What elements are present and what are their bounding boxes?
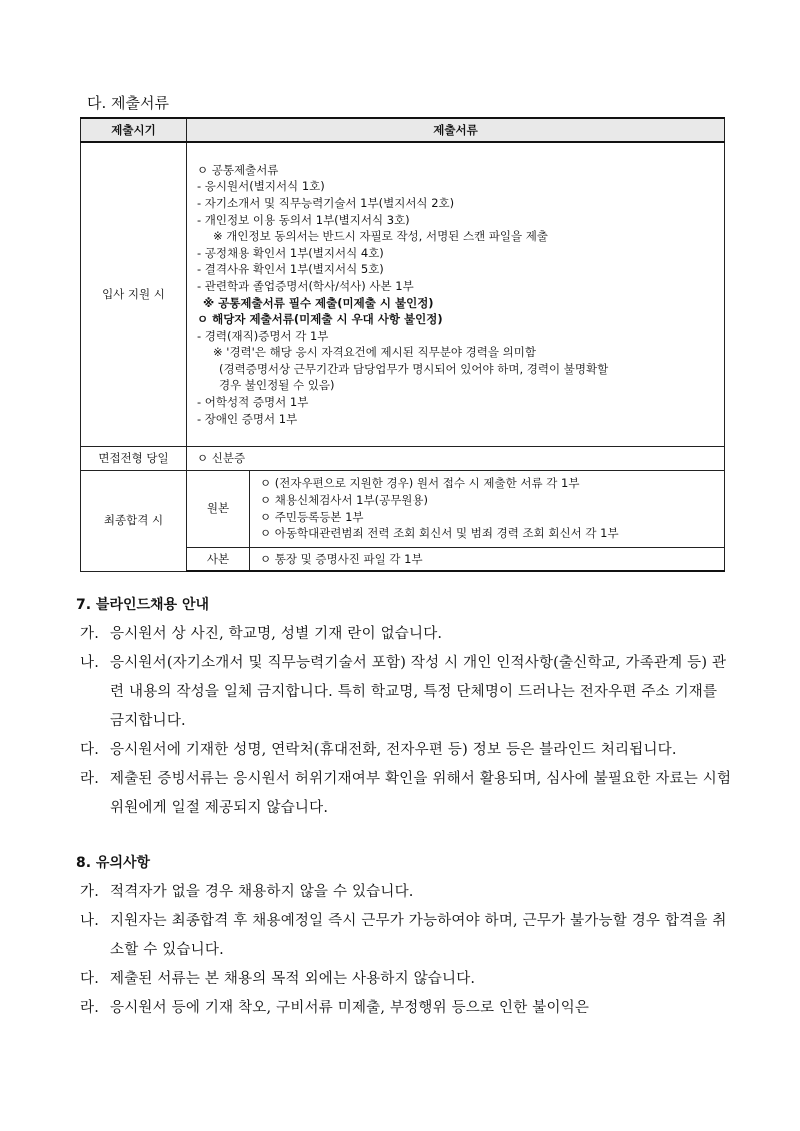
doc-line: - 공정채용 확인서 1부(별지서식 4호) — [197, 245, 384, 260]
doc-line: - 자기소개서 및 직무능력기술서 1부(별지서식 2호) — [197, 195, 455, 210]
doc-line: ㅇ 통장 및 증명사진 파일 각 1부 — [260, 551, 423, 566]
header-documents: 제출서류 — [187, 118, 725, 142]
list-item: 다. 응시원서에 기재한 성명, 연락처(휴대전화, 전자우편 등) 정보 등은 블라인드 처리됩니다. — [80, 742, 677, 758]
documents-interview — [187, 447, 725, 471]
list-item: 다. 제출된 서류는 본 채용의 목적 외에는 사용하지 않습니다. — [80, 971, 476, 987]
final-copy-label: 사본 — [187, 547, 250, 571]
doc-line: ㅇ 채용신체검사서 1부(공무원용) — [260, 493, 429, 507]
doc-line: 경우 불인정될 수 있음) — [219, 378, 335, 393]
doc-line: - 개인정보 이용 동의서 1부(별지서식 3호) — [197, 212, 410, 227]
table-row-application — [81, 142, 725, 447]
section-title-notes: 8. 유의사항 — [76, 855, 151, 871]
doc-line: - 응시원서(별지서식 1호) — [197, 179, 325, 194]
list-item: 나. 응시원서(자기소개서 및 직무능력기술서 포함) 작성 시 개인 인적사항(출신학교, 가족관계 등) 관련 내용의 작성을 일체 금지합니다. 특히 학교명, 특정 단체명이 드러나는 전자우편 주소 기재를 금지합니다. — [80, 655, 727, 729]
doc-line: - 장애인 증명서 1부 — [197, 411, 298, 426]
doc-line: - 관련학과 졸업증명서(학사/석사) 사본 1부 — [197, 278, 414, 293]
doc-line: ㅇ 주민등록등본 1부 — [260, 509, 364, 524]
doc-line: - 경력(재직)증명서 각 1부 — [197, 328, 329, 343]
header-timing: 제출시기 — [81, 118, 187, 142]
list-item: 가. 적격자가 없을 경우 채용하지 않을 수 있습니다. — [80, 884, 414, 900]
list-item: 라. 제출된 증빙서류는 응시원서 허위기재여부 확인을 위해서 활용되며, 심사에 불필요한 자료는 시험위원에게 일절 제공되지 않습니다. — [80, 771, 732, 816]
doc-line-required-note: ※ 공통제출서류 필수 제출(미제출 시 불인정) — [203, 295, 434, 310]
section-title-documents: 다. 제출서류 — [87, 94, 169, 112]
doc-line: ㅇ 공통제출서류 — [197, 162, 279, 177]
list-item: 가. 응시원서 상 사진, 학교명, 성별 기재 란이 없습니다. — [80, 626, 443, 642]
doc-line-optional-header: ㅇ 해당자 제출서류(미제출 시 우대 사항 불인정) — [197, 312, 443, 327]
timing-application: 입사 지원 시 — [81, 142, 187, 447]
documents-final-original — [250, 470, 725, 547]
doc-line: ※ 개인정보 동의서는 반드시 자필로 작성, 서명된 스캔 파일을 제출 — [213, 229, 549, 244]
notes-section — [76, 852, 736, 1023]
table-row-final-original — [81, 470, 725, 547]
doc-line: - 결격사유 확인서 1부(별지서식 5호) — [197, 262, 384, 277]
doc-line: ㅇ (전자우편으로 지원한 경우) 원서 접수 시 제출한 서류 각 1부 — [260, 476, 580, 491]
doc-line: ※ '경력'은 해당 응시 자격요건에 제시된 직무분야 경력을 의미함 — [213, 345, 536, 360]
timing-interview: 면접전형 당일 — [81, 447, 187, 471]
documents-final-copy — [250, 547, 725, 571]
final-original-label: 원본 — [187, 470, 250, 547]
doc-line: (경력증명서상 근무기간과 담당업무가 명시되어 있어야 하며, 경력이 불명확할 — [219, 361, 609, 376]
table-header-row — [81, 118, 725, 142]
documents-table — [80, 117, 725, 572]
list-item: 나. 지원자는 최종합격 후 채용예정일 즉시 근무가 가능하여야 하며, 근무가 불가능할 경우 합격을 취소할 수 있습니다. — [80, 913, 727, 958]
timing-final: 최종합격 시 — [81, 470, 187, 571]
doc-line: ㅇ 아동학대관련범죄 전력 조회 회신서 및 범죄 경력 조회 회신서 각 1부 — [260, 526, 619, 541]
doc-line: ㅇ 신분증 — [197, 451, 246, 465]
blind-hiring-section — [76, 594, 736, 823]
list-item: 라. 응시원서 등에 기재 착오, 구비서류 미제출, 부정행위 등으로 인한 불이익은 — [80, 1000, 590, 1016]
doc-line: - 어학성적 증명서 1부 — [197, 395, 309, 410]
documents-application — [187, 142, 725, 447]
table-row-interview — [81, 447, 725, 471]
section-title-blind: 7. 블라인드채용 안내 — [76, 597, 209, 613]
